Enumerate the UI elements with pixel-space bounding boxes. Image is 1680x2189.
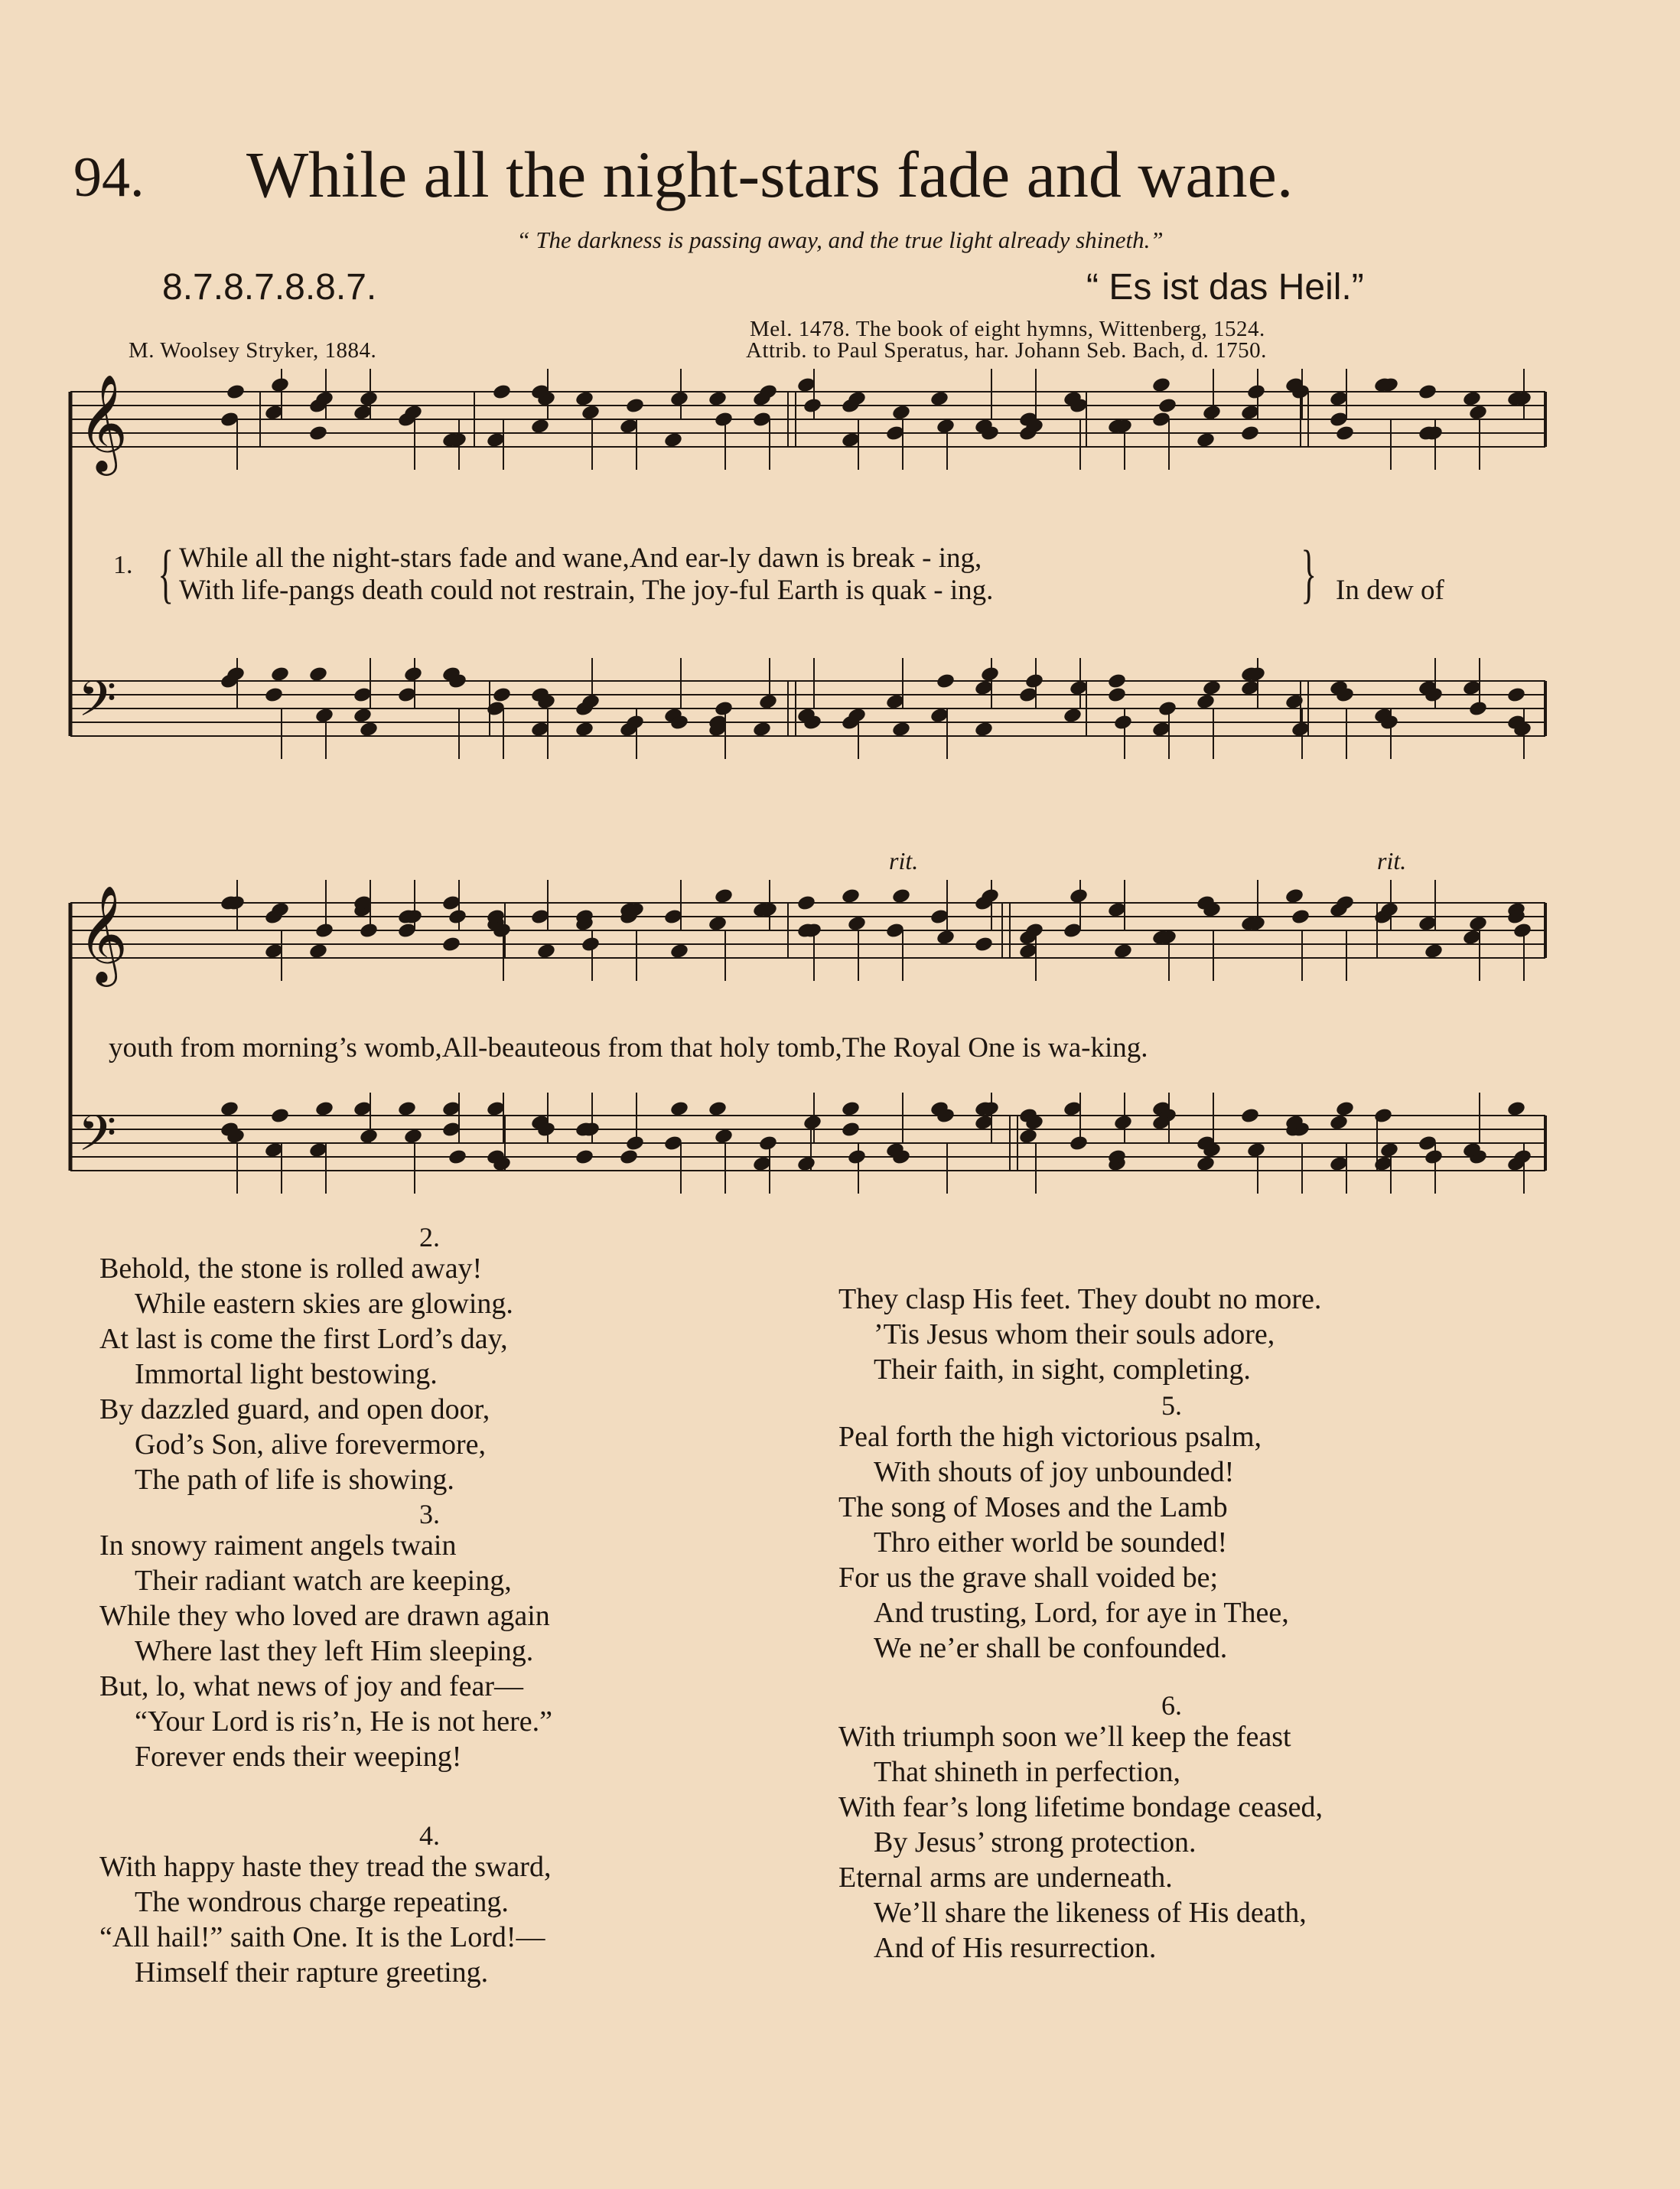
notehead xyxy=(669,1100,689,1118)
bass-clef-icon: 𝄢 xyxy=(78,671,117,740)
notehead xyxy=(403,1128,423,1145)
notehead xyxy=(1024,673,1044,690)
notehead xyxy=(397,1100,417,1118)
notehead xyxy=(847,915,867,933)
lyric-line-2: youth from morning’s womb,All-beauteous from that holy tomb,The Royal One is wa-king. xyxy=(109,1032,1148,1064)
verse-line: We ne’er shall be confounded. xyxy=(874,1632,1228,1664)
notehead xyxy=(264,686,284,704)
notehead xyxy=(708,390,728,408)
notehead xyxy=(714,1128,734,1145)
verse-line: ’Tis Jesus whom their souls adore, xyxy=(874,1318,1275,1350)
verse-line: Eternal arms are underneath. xyxy=(838,1862,1173,1894)
notehead xyxy=(270,666,290,683)
notehead xyxy=(1284,693,1304,711)
notehead xyxy=(226,383,246,401)
verse-line: We’ll share the likeness of His death, xyxy=(874,1897,1307,1929)
notehead xyxy=(1107,686,1127,704)
notehead xyxy=(625,1135,645,1152)
notehead xyxy=(1329,1114,1349,1132)
author-credit: M. Woolsey Stryker, 1884. xyxy=(129,338,377,363)
verse-line: In snowy raiment angels twain xyxy=(99,1529,457,1562)
notehead xyxy=(936,418,956,435)
notehead xyxy=(353,707,373,725)
notehead xyxy=(492,686,512,704)
tune-name: “ Es ist das Heil.” xyxy=(1086,267,1364,308)
verse-line: But, lo, what news of joy and fear— xyxy=(99,1670,524,1702)
notehead xyxy=(1512,922,1532,940)
verse-line: Thro either world be sounded! xyxy=(874,1526,1228,1559)
notehead xyxy=(581,936,601,953)
verse-line: Their faith, in sight, completing. xyxy=(874,1353,1251,1386)
notehead xyxy=(669,943,689,960)
notehead xyxy=(270,376,290,394)
notehead xyxy=(803,1114,822,1132)
notehead xyxy=(663,432,683,449)
notehead xyxy=(492,383,512,401)
notehead xyxy=(1107,673,1127,690)
notehead xyxy=(796,1155,816,1173)
notehead xyxy=(1113,943,1133,960)
notehead xyxy=(1246,383,1266,401)
notehead xyxy=(1240,1107,1260,1125)
stanza-number: 1. xyxy=(113,551,133,579)
notehead xyxy=(891,404,911,422)
notehead xyxy=(980,666,1000,683)
notehead xyxy=(1373,1107,1393,1125)
notehead xyxy=(891,721,911,738)
notehead xyxy=(796,894,816,912)
notehead xyxy=(359,1128,379,1145)
harmony-credit: Attrib. to Paul Speratus, har. Johann Seb. Bach, d. 1750. xyxy=(746,338,1267,363)
notehead xyxy=(1157,700,1177,718)
verse-line: Behold, the stone is rolled away! xyxy=(99,1252,483,1285)
notehead xyxy=(752,721,772,738)
verse-number: 5. xyxy=(1161,1390,1182,1421)
notehead xyxy=(714,411,734,428)
hymn-number: 94. xyxy=(73,146,145,209)
notehead xyxy=(536,943,556,960)
notehead xyxy=(758,693,778,711)
notehead xyxy=(1468,915,1488,933)
treble-clef-icon: 𝄞 xyxy=(78,373,129,471)
notehead xyxy=(714,888,734,905)
verse-line: God’s Son, alive forevermore, xyxy=(135,1428,487,1461)
notehead xyxy=(314,707,334,725)
notehead xyxy=(847,1148,867,1166)
notehead xyxy=(708,915,728,933)
notehead xyxy=(1202,404,1222,422)
notehead xyxy=(359,922,379,940)
notehead xyxy=(448,1148,467,1166)
notehead xyxy=(581,404,601,422)
notehead xyxy=(314,1100,334,1118)
verse-line: Forever ends their weeping! xyxy=(135,1741,462,1773)
notehead xyxy=(841,1100,861,1118)
rit-marking-1: rit. xyxy=(889,847,919,875)
bass-clef-icon: 𝄢 xyxy=(78,1106,117,1174)
verse-line: That shineth in perfection, xyxy=(874,1756,1180,1788)
notehead xyxy=(575,721,594,738)
verse-line: While they who loved are drawn again xyxy=(99,1600,550,1632)
notehead xyxy=(936,929,956,946)
verse-line: By Jesus’ strong protection. xyxy=(874,1826,1197,1858)
notehead xyxy=(1063,707,1083,725)
notehead xyxy=(1069,888,1089,905)
brace-left: { xyxy=(158,536,174,610)
notehead xyxy=(359,721,379,738)
notehead xyxy=(308,425,328,442)
notehead xyxy=(1196,1155,1216,1173)
notehead xyxy=(1018,1128,1038,1145)
lyric-line-1b: With life-pangs death could not restrain, The joy-ful Earth is quak - ing. xyxy=(179,575,994,606)
notehead xyxy=(974,936,994,953)
notehead xyxy=(930,390,949,408)
notehead xyxy=(448,908,467,926)
notehead xyxy=(891,888,911,905)
verse-line: With triumph soon we’ll keep the feast xyxy=(838,1721,1291,1753)
notehead xyxy=(1113,1114,1133,1132)
notehead xyxy=(308,666,328,683)
notehead xyxy=(619,1148,639,1166)
notehead xyxy=(308,943,328,960)
notehead xyxy=(530,418,550,435)
verse-line: The path of life is showing. xyxy=(135,1464,454,1496)
notehead xyxy=(1462,390,1482,408)
verse-line: They clasp His feet. They doubt no more. xyxy=(838,1283,1322,1315)
notehead xyxy=(1246,1142,1266,1159)
rit-marking-2: rit. xyxy=(1377,847,1407,875)
notehead xyxy=(1424,943,1444,960)
melody-credit: Mel. 1478. The book of eight hymns, Wittenberg, 1524. xyxy=(750,317,1265,341)
notehead xyxy=(441,936,461,953)
verse-line: “Your Lord is ris’n, He is not here.” xyxy=(135,1705,552,1738)
notehead xyxy=(575,1148,594,1166)
verse-line: Immortal light bestowing. xyxy=(135,1358,438,1390)
verse-number: 4. xyxy=(419,1820,440,1851)
notehead xyxy=(1196,693,1216,711)
verse-line: With happy haste they tread the sward, xyxy=(99,1851,552,1883)
hymn-title: While all the night-stars fade and wane. xyxy=(246,138,1294,211)
notehead xyxy=(625,397,645,415)
verse-line: Where last they left Him sleeping. xyxy=(135,1635,534,1667)
verse-line: For us the grave shall voided be; xyxy=(838,1562,1219,1594)
meter: 8.7.8.7.8.8.7. xyxy=(162,267,377,308)
notehead xyxy=(841,888,861,905)
notehead xyxy=(1196,432,1216,449)
verse-line: And of His resurrection. xyxy=(874,1932,1157,1964)
verse-line: And trusting, Lord, for aye in Thee, xyxy=(874,1597,1289,1629)
verse-line: At last is come the first Lord’s day, xyxy=(99,1323,508,1355)
notehead xyxy=(1335,1100,1355,1118)
notehead xyxy=(220,1100,239,1118)
verse-number: 6. xyxy=(1161,1690,1182,1721)
notehead xyxy=(669,390,689,408)
treble-clef-icon: 𝄞 xyxy=(78,884,129,982)
notehead xyxy=(1424,1148,1444,1166)
verse-line: Their radiant watch are keeping, xyxy=(135,1565,512,1597)
notehead xyxy=(314,922,334,940)
verse-line: The wondrous charge repeating. xyxy=(135,1886,509,1918)
notehead xyxy=(758,1135,778,1152)
verse-number: 3. xyxy=(419,1499,440,1529)
notehead xyxy=(1113,714,1133,731)
verse-line: While eastern skies are glowing. xyxy=(135,1288,513,1320)
notehead xyxy=(1379,1142,1399,1159)
notehead xyxy=(1157,397,1177,415)
epigraph: “ The darkness is passing away, and the true light already shineth.” xyxy=(516,226,1164,253)
notehead xyxy=(403,666,423,683)
brace-right: } xyxy=(1301,536,1317,610)
notehead xyxy=(803,397,822,415)
notehead xyxy=(1151,376,1171,394)
notehead xyxy=(714,700,734,718)
verse-line: With fear’s long lifetime bondage ceased, xyxy=(838,1791,1323,1823)
verse-line: With shouts of joy unbounded! xyxy=(874,1456,1235,1488)
notehead xyxy=(270,1107,290,1125)
notehead xyxy=(1468,700,1488,718)
notehead xyxy=(1335,425,1355,442)
verse-line: Himself their rapture greeting. xyxy=(135,1956,489,1989)
verse-number: 2. xyxy=(419,1222,440,1252)
notehead xyxy=(1506,686,1526,704)
lyric-line-1a: While all the night-stars fade and wane,And ear-ly dawn is break - ing, xyxy=(179,542,982,574)
notehead xyxy=(1240,425,1260,442)
notehead xyxy=(359,390,379,408)
notehead xyxy=(575,390,594,408)
verse-line: The song of Moses and the Lamb xyxy=(838,1491,1228,1523)
notehead xyxy=(1202,679,1222,697)
verse-line: By dazzled guard, and open door, xyxy=(99,1393,490,1425)
notehead xyxy=(1418,383,1437,401)
notehead xyxy=(1069,1135,1089,1152)
notehead xyxy=(1284,888,1304,905)
notehead xyxy=(1468,404,1488,422)
notehead xyxy=(1291,908,1310,926)
notehead xyxy=(974,721,994,738)
notehead xyxy=(841,1121,861,1138)
lyric-line-1c: In dew of xyxy=(1336,575,1444,606)
verse-line: “All hail!” saith One. It is the Lord!— xyxy=(99,1921,545,1953)
notehead xyxy=(708,1100,728,1118)
notehead xyxy=(936,673,956,690)
notehead xyxy=(1506,1100,1526,1118)
verse-line: Peal forth the high victorious psalm, xyxy=(838,1421,1262,1453)
